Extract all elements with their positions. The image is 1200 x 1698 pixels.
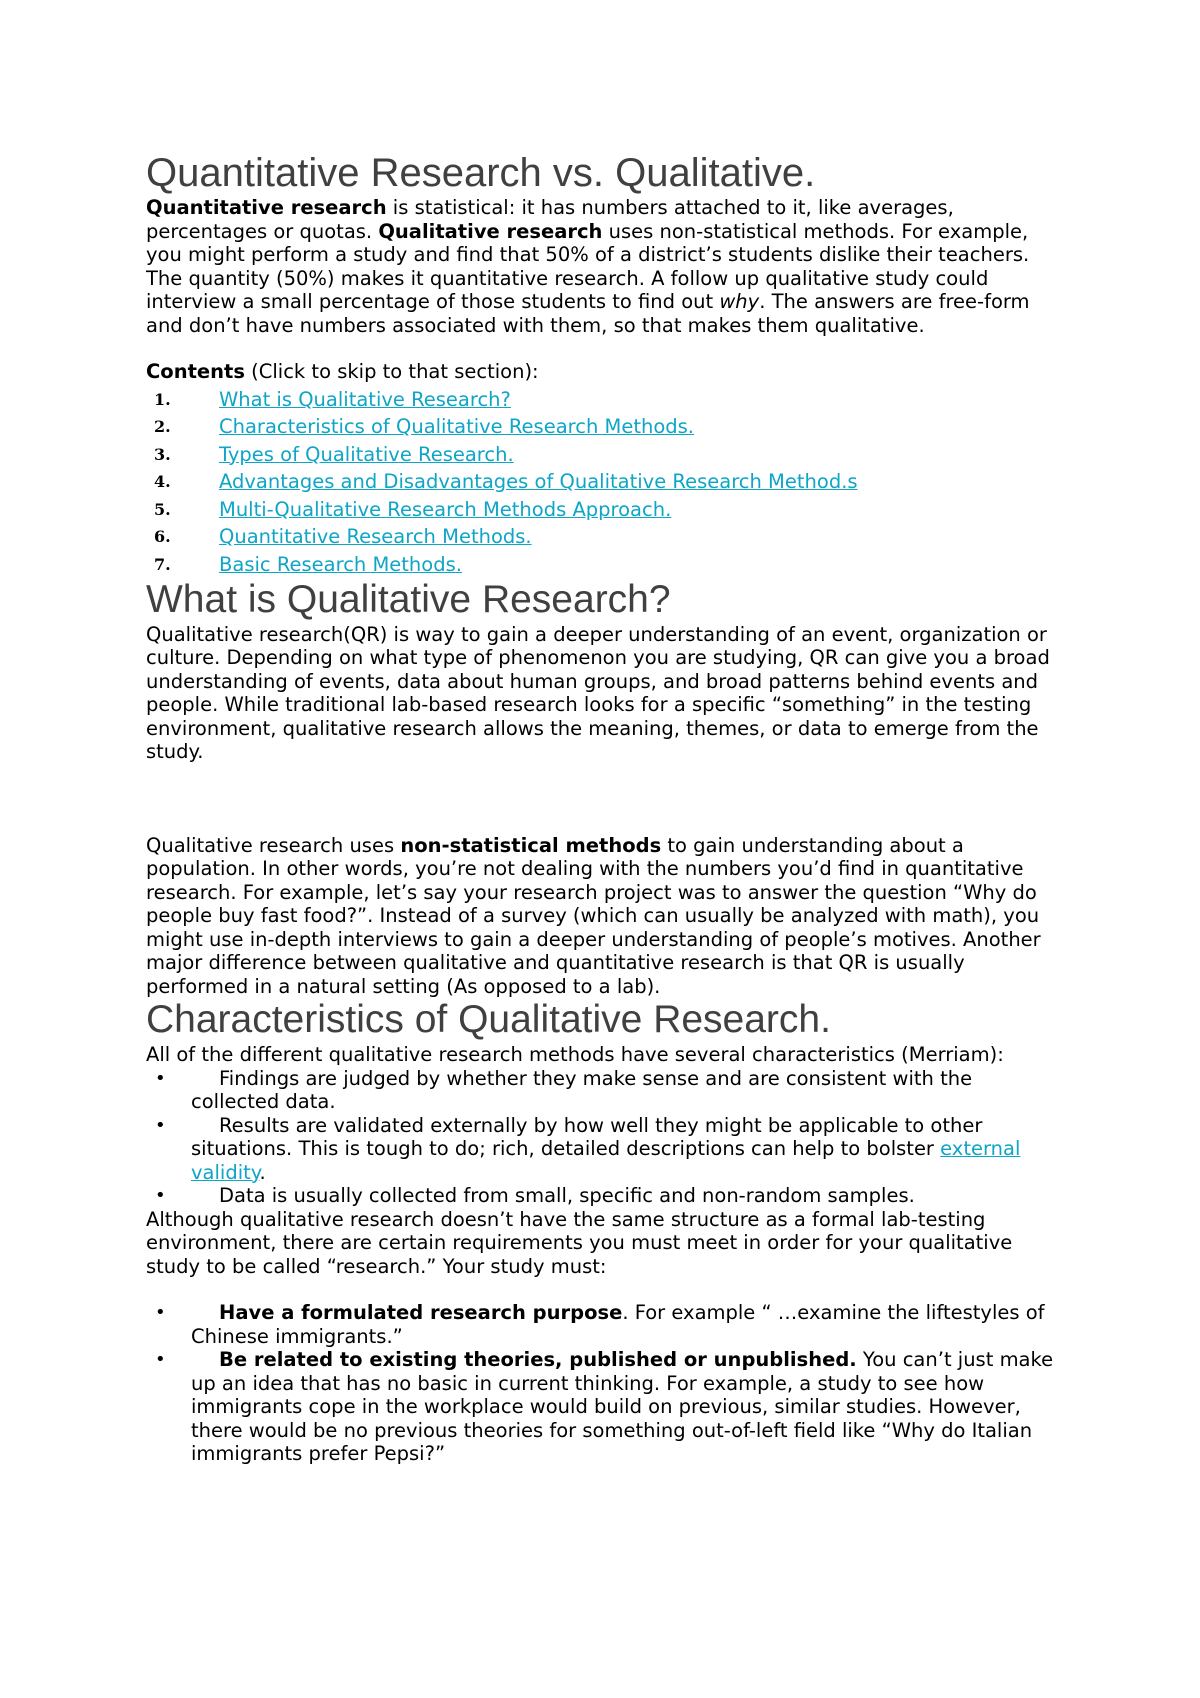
list-item: • Findings are judged by whether they make sense and are consistent with the collected data.	[155, 1066, 973, 1114]
contents-label: Contents (Click to skip to that section):	[146, 360, 539, 383]
bullet-icon: •	[155, 1185, 166, 1207]
requirements-list	[146, 1301, 1066, 1466]
intro-paragraph: Quantitative research is statistical: it has numbers attached to it, like averages, percentages or quotas. Qualitative research uses non-statistical methods. For example, you might perform a study and find that 50% of a district’s students dislike their teachers. The quantity (50%) makes it quantitative research. A follow up qualitative study could interview a small percentage of those students to find out why. The answers are free-form and don’t have numbers associated with them, so that makes them qualitative.	[146, 196, 1030, 337]
section2-paragraph: Although qualitative research doesn’t have the same structure as a formal lab-testing environment, there are certain requirements you must meet in order for your qualitative study to be called “research.” Your study must:	[146, 1207, 1013, 1278]
contents-link-basic-methods[interactable]: Basic Research Methods.	[219, 552, 462, 576]
contents-link-what-is-qualitative[interactable]: What is Qualitative Research?	[219, 387, 511, 411]
bullet-icon: •	[155, 1349, 166, 1371]
contents-item: 3. Types of Qualitative Research.	[154, 442, 514, 466]
contents-link-multi-methods[interactable]: Multi-Qualitative Research Methods Approach.	[219, 497, 672, 521]
contents-link-quantitative-methods[interactable]: Quantitative Research Methods.	[219, 525, 532, 548]
term-quantitative: Quantitative research	[146, 196, 387, 219]
external-validity-link[interactable]: external validity	[191, 1137, 1021, 1184]
page-title: Quantitative Research vs. Qualitative.	[146, 151, 816, 195]
section-heading-what-is-qualitative: What is Qualitative Research?	[146, 578, 671, 621]
contents-item: 4. Advantages and Disadvantages of Qualitative Research Method.s	[154, 470, 858, 493]
contents-item: 6. Quantitative Research Methods.	[154, 525, 532, 548]
section1-paragraph-2: Qualitative research uses non-statistical methods to gain understanding about a population. In other words, you’re not dealing with the numbers you’d find in quantitative research. For example, let’s say your research project was to answer the question “Why do people buy fast food?”. Instead of a survey (which can usually be analyzed with math), you might use in-depth interviews to gain a deeper understanding of people’s motives. Another major difference between qualitative and quantitative research is that QR is usually performed in a natural setting (As opposed to a lab).	[146, 833, 1041, 998]
contents-item: 7. Basic Research Methods.	[154, 552, 462, 576]
list-item: • Results are validated externally by how well they might be applicable to other situations. This is tough to do; rich, detailed descriptions can help to bolster external validity.	[155, 1113, 1021, 1184]
characteristics-list	[146, 1067, 1066, 1208]
contents-link-advantages[interactable]: Advantages and Disadvantages of Qualitative Research Method.s	[219, 470, 858, 493]
contents-link-characteristics[interactable]: Characteristics of Qualitative Research Methods.	[219, 415, 695, 438]
list-item: • Have a formulated research purpose. For example “ …examine the liftestyles of Chinese immigrants.”	[155, 1301, 1045, 1348]
section-heading-characteristics: Characteristics of Qualitative Research.	[146, 998, 831, 1042]
contents-item: 5. Multi-Qualitative Research Methods Approach.	[154, 497, 672, 521]
contents-list	[146, 386, 1066, 579]
bullet-icon: •	[155, 1302, 166, 1324]
emphasis-why: why	[719, 290, 760, 313]
term-non-statistical: non-statistical methods	[400, 833, 662, 857]
list-item: • Data is usually collected from small, specific and non-random samples.	[155, 1184, 915, 1208]
bullet-icon: •	[155, 1114, 166, 1136]
section1-paragraph-1: Qualitative research(QR) is way to gain a deeper understanding of an event, organization or culture. Depending on what type of phenomenon you are studying, QR can give you a broad understanding of events, data about human groups, and broad patterns behind events and people. While traditional lab-based research looks for a specific “something” in the testing environment, qualitative research allows the meaning, themes, or data to emerge from the study.	[146, 622, 1050, 764]
contents-link-types[interactable]: Types of Qualitative Research.	[219, 442, 514, 466]
document-page	[146, 150, 1066, 1466]
bullet-icon: •	[155, 1067, 166, 1089]
contents-item: 2. Characteristics of Qualitative Research Methods.	[154, 415, 695, 438]
term-qualitative: Qualitative research	[378, 219, 603, 243]
section2-intro: All of the different qualitative research methods have several characteristics (Merriam):	[146, 1043, 1004, 1067]
contents-item: 1. What is Qualitative Research?	[154, 387, 511, 411]
list-item: • Be related to existing theories, published or unpublished. You can’t just make up an idea that has no basic in current thinking. For example, a study to see how immigrants cope in the workplace would build on previous, similar studies. However, there would be no previous theories for something out-of-left field like “Why do Italian immigrants prefer Pepsi?”	[155, 1348, 1054, 1466]
